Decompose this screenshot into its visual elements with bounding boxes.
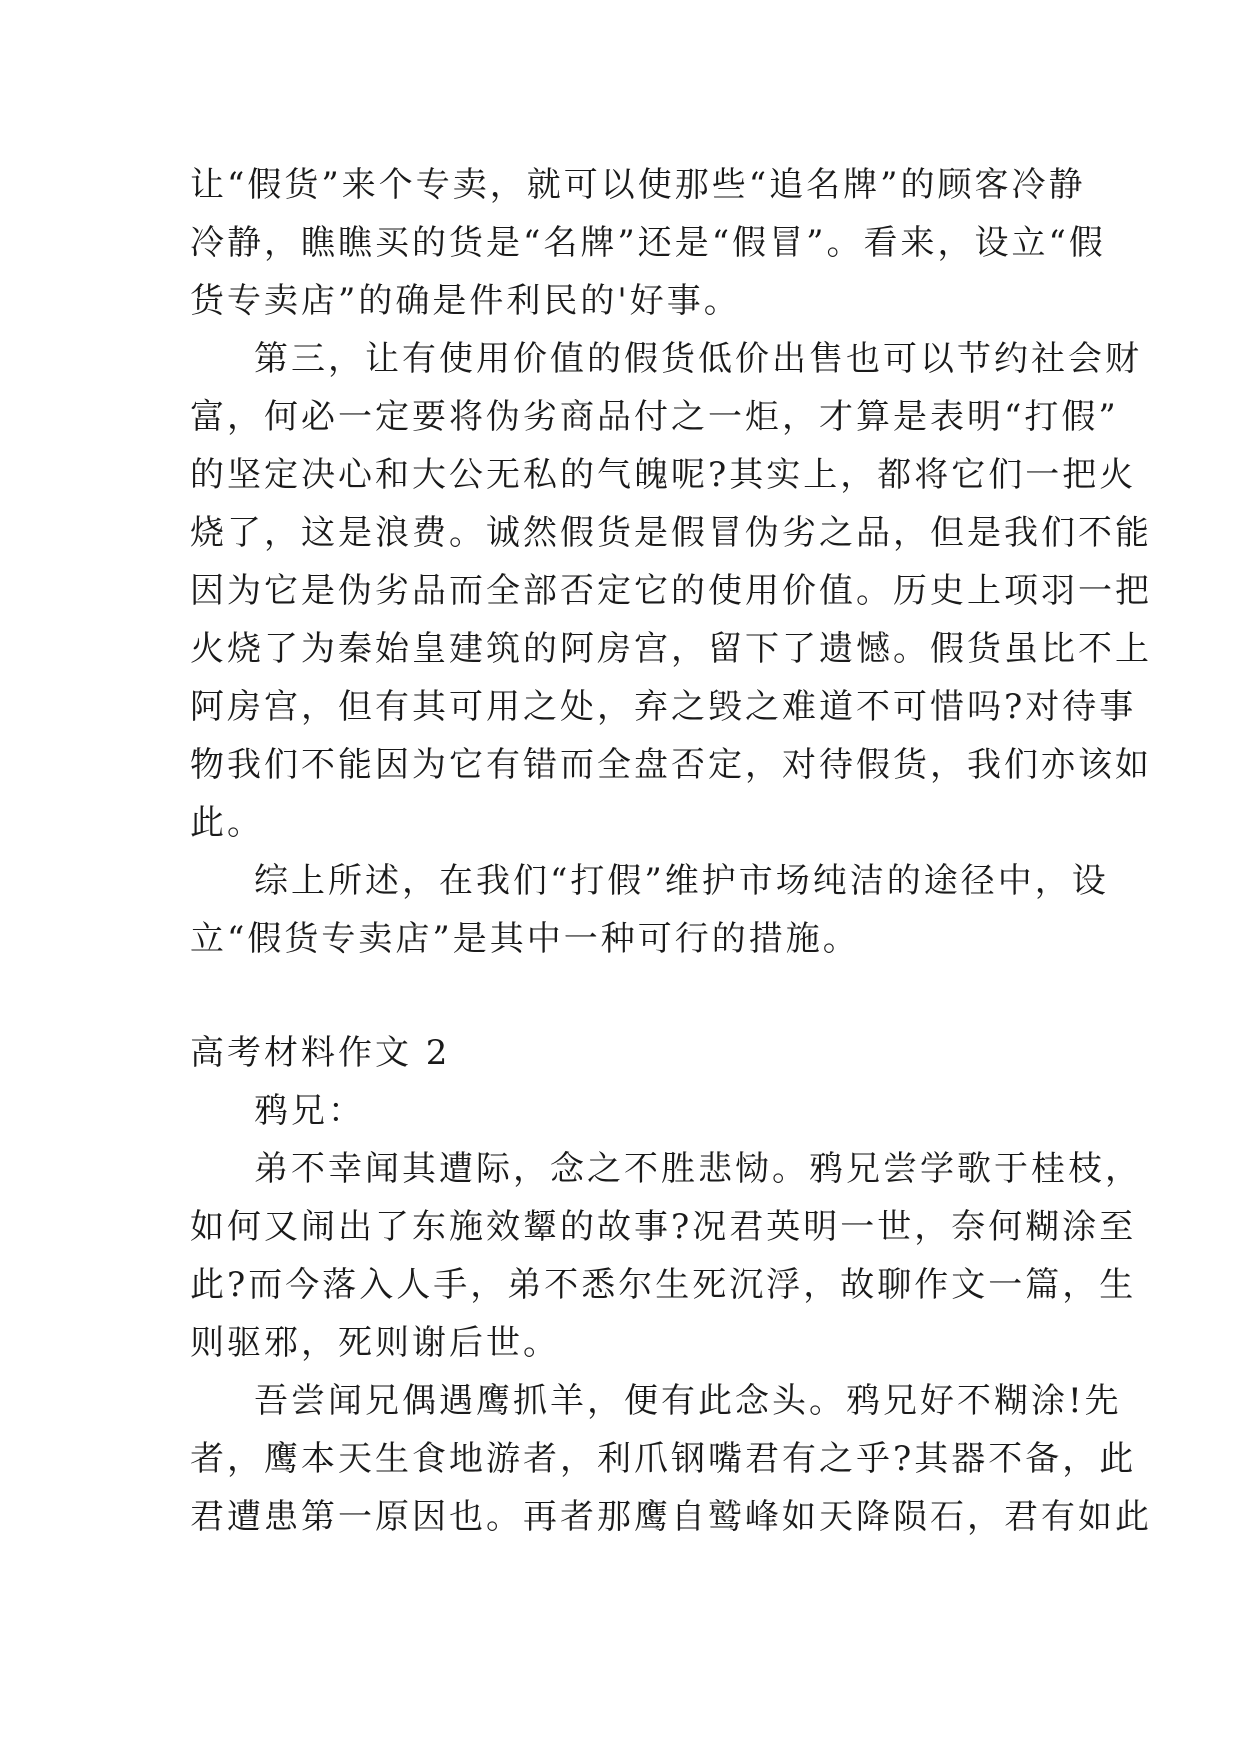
paragraph-2-line: 第三，让有使用价值的假货低价出售也可以节约社会财: [254, 339, 1142, 379]
paragraph-2-line: 因为它是伪劣品而全部否定它的使用价值。历史上项羽一把: [190, 571, 1152, 611]
paragraph-4-line: 此?而今落入人手，弟不悉尔生死沉浮，故聊作文一篇，生: [190, 1265, 1137, 1305]
paragraph-2-line: 此。: [190, 803, 264, 843]
paragraph-5-line: 吾尝闻兄偶遇鹰抓羊，便有此念头。鸦兄好不糊涂!先: [254, 1381, 1122, 1421]
paragraph-1-line: 让“假货”来个专卖，就可以使那些“追名牌”的顾客冷静: [190, 165, 1086, 205]
paragraph-2-line: 物我们不能因为它有错而全盘否定，对待假货，我们亦该如: [190, 745, 1152, 785]
paragraph-2-line: 阿房宫，但有其可用之处，弃之毁之难道不可惜吗?对待事: [190, 687, 1137, 727]
paragraph-2-line: 富，何必一定要将伪劣商品付之一炬，才算是表明“打假”: [190, 397, 1119, 437]
letter-salutation: 鸦兄：: [254, 1091, 365, 1131]
paragraph-4-line: 则驱邪，死则谢后世。: [190, 1323, 560, 1363]
paragraph-2-line: 火烧了为秦始皇建筑的阿房宫，留下了遗憾。假货虽比不上: [190, 629, 1152, 669]
paragraph-4-line: 如何又闹出了东施效颦的故事?况君英明一世，奈何糊涂至: [190, 1207, 1137, 1247]
paragraph-5-line: 者，鹰本天生食地游者，利爪钢嘴君有之乎?其器不备，此: [190, 1439, 1137, 1479]
paragraph-3-line: 综上所述，在我们“打假”维护市场纯洁的途径中，设: [254, 861, 1109, 901]
paragraph-1-line: 冷静，瞧瞧买的货是“名牌”还是“假冒”。看来，设立“假: [190, 223, 1106, 263]
paragraph-3-line: 立“假货专卖店”是其中一种可行的措施。: [190, 919, 860, 959]
paragraph-2-line: 的坚定决心和大公无私的气魄呢?其实上，都将它们一把火: [190, 455, 1137, 495]
paragraph-1-line: 货专卖店”的确是件利民的'好事。: [190, 281, 741, 321]
paragraph-4-line: 弟不幸闻其遭际，念之不胜悲恸。鸦兄尝学歌于桂枝，: [254, 1149, 1142, 1189]
section-heading: 高考材料作文 2: [190, 1033, 451, 1073]
paragraph-5-line: 君遭患第一原因也。再者那鹰自鹫峰如天降陨石，君有如此: [190, 1497, 1152, 1537]
paragraph-2-line: 烧了，这是浪费。诚然假货是假冒伪劣之品，但是我们不能: [190, 513, 1152, 553]
